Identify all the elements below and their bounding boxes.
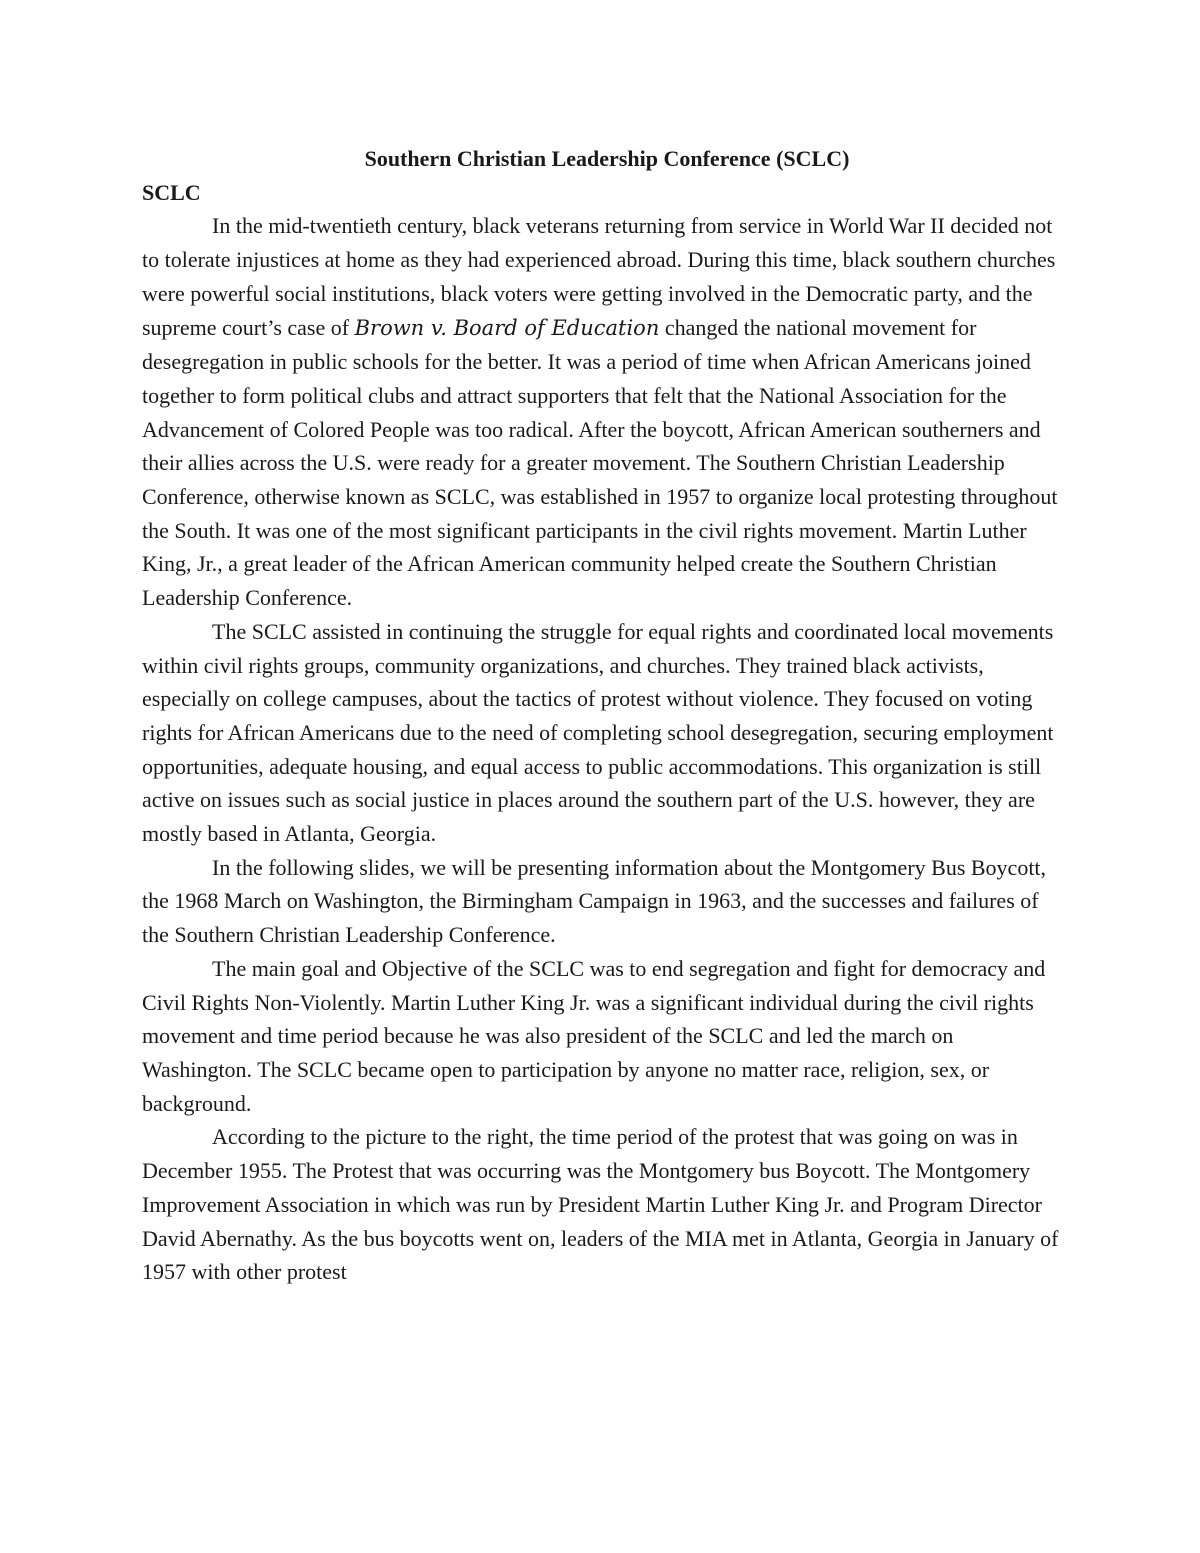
paragraph-1 [142, 209, 1062, 614]
paragraph-1-text-after: changed the national movement for desegregation in public schools for the better. It was a period of time when African Americans joined together to form political clubs and attract supporters that felt that the National Association for the Advancement of Colored People was too radical. After the boycott, African American southerners and their allies across the U.S. were ready for a greater movement. The Southern Christian Leadership Conference, otherwise known as SCLC, was established in 1957 to organize local protesting throughout the South. It was one of the most significant participants in the civil rights movement. Martin Luther King, Jr., a great leader of the African American community helped create the Southern Christian Leadership Conference. [142, 314, 1058, 611]
paragraph-1-text-before: In the mid-twentieth century, black veterans returning from service in World War II decided not to tolerate injustices at home as they had experienced abroad. During this time, black southern churches were powerful social institutions, black voters were getting involved in the Democratic party, and the supreme court’s case of [142, 213, 1056, 340]
paragraph-4: The main goal and Objective of the SCLC was to end segregation and fight for democracy and Civil Rights Non-Violently. Martin Luther King Jr. was a significant individual during the civil rights movement and time period because he was also president of the SCLC and led the march on Washington. The SCLC became open to participation by anyone no matter race, religion, sex, or background. [142, 955, 1046, 1116]
case-title-italic: Brown v. Board of Education [354, 315, 660, 340]
section-heading: SCLC [142, 179, 201, 205]
paragraph-5: According to the picture to the right, the time period of the protest that was going on was in December 1955. The Protest that was occurring was the Montgomery bus Boycott. The Montgomery Improvement Association in which was run by President Martin Luther King Jr. and Program Director David Abernathy. As the bus boycotts went on, leaders of the MIA met in Atlanta, Georgia in January of 1957 with other protest [142, 1124, 1059, 1285]
document-body [142, 142, 1062, 1289]
paragraph-3: In the following slides, we will be presenting information about the Montgomery Bus Boycott, the 1968 March on Washington, the Birmingham Campaign in 1963, and the successes and failures of the Southern Christian Leadership Conference. [142, 854, 1047, 948]
document-title: Southern Christian Leadership Conference (SCLC) [364, 146, 850, 171]
paragraph-2: The SCLC assisted in continuing the struggle for equal rights and coordinated local movements within civil rights groups, community organizations, and churches. They trained black activists, especially on college campuses, about the tactics of protest without violence. They focused on voting rights for African Americans due to the need of completing school desegregation, securing employment opportunities, adequate housing, and equal access to public accommodations. This organization is still active on issues such as social justice in places around the southern part of the U.S. however, they are mostly based in Atlanta, Georgia. [142, 618, 1054, 847]
